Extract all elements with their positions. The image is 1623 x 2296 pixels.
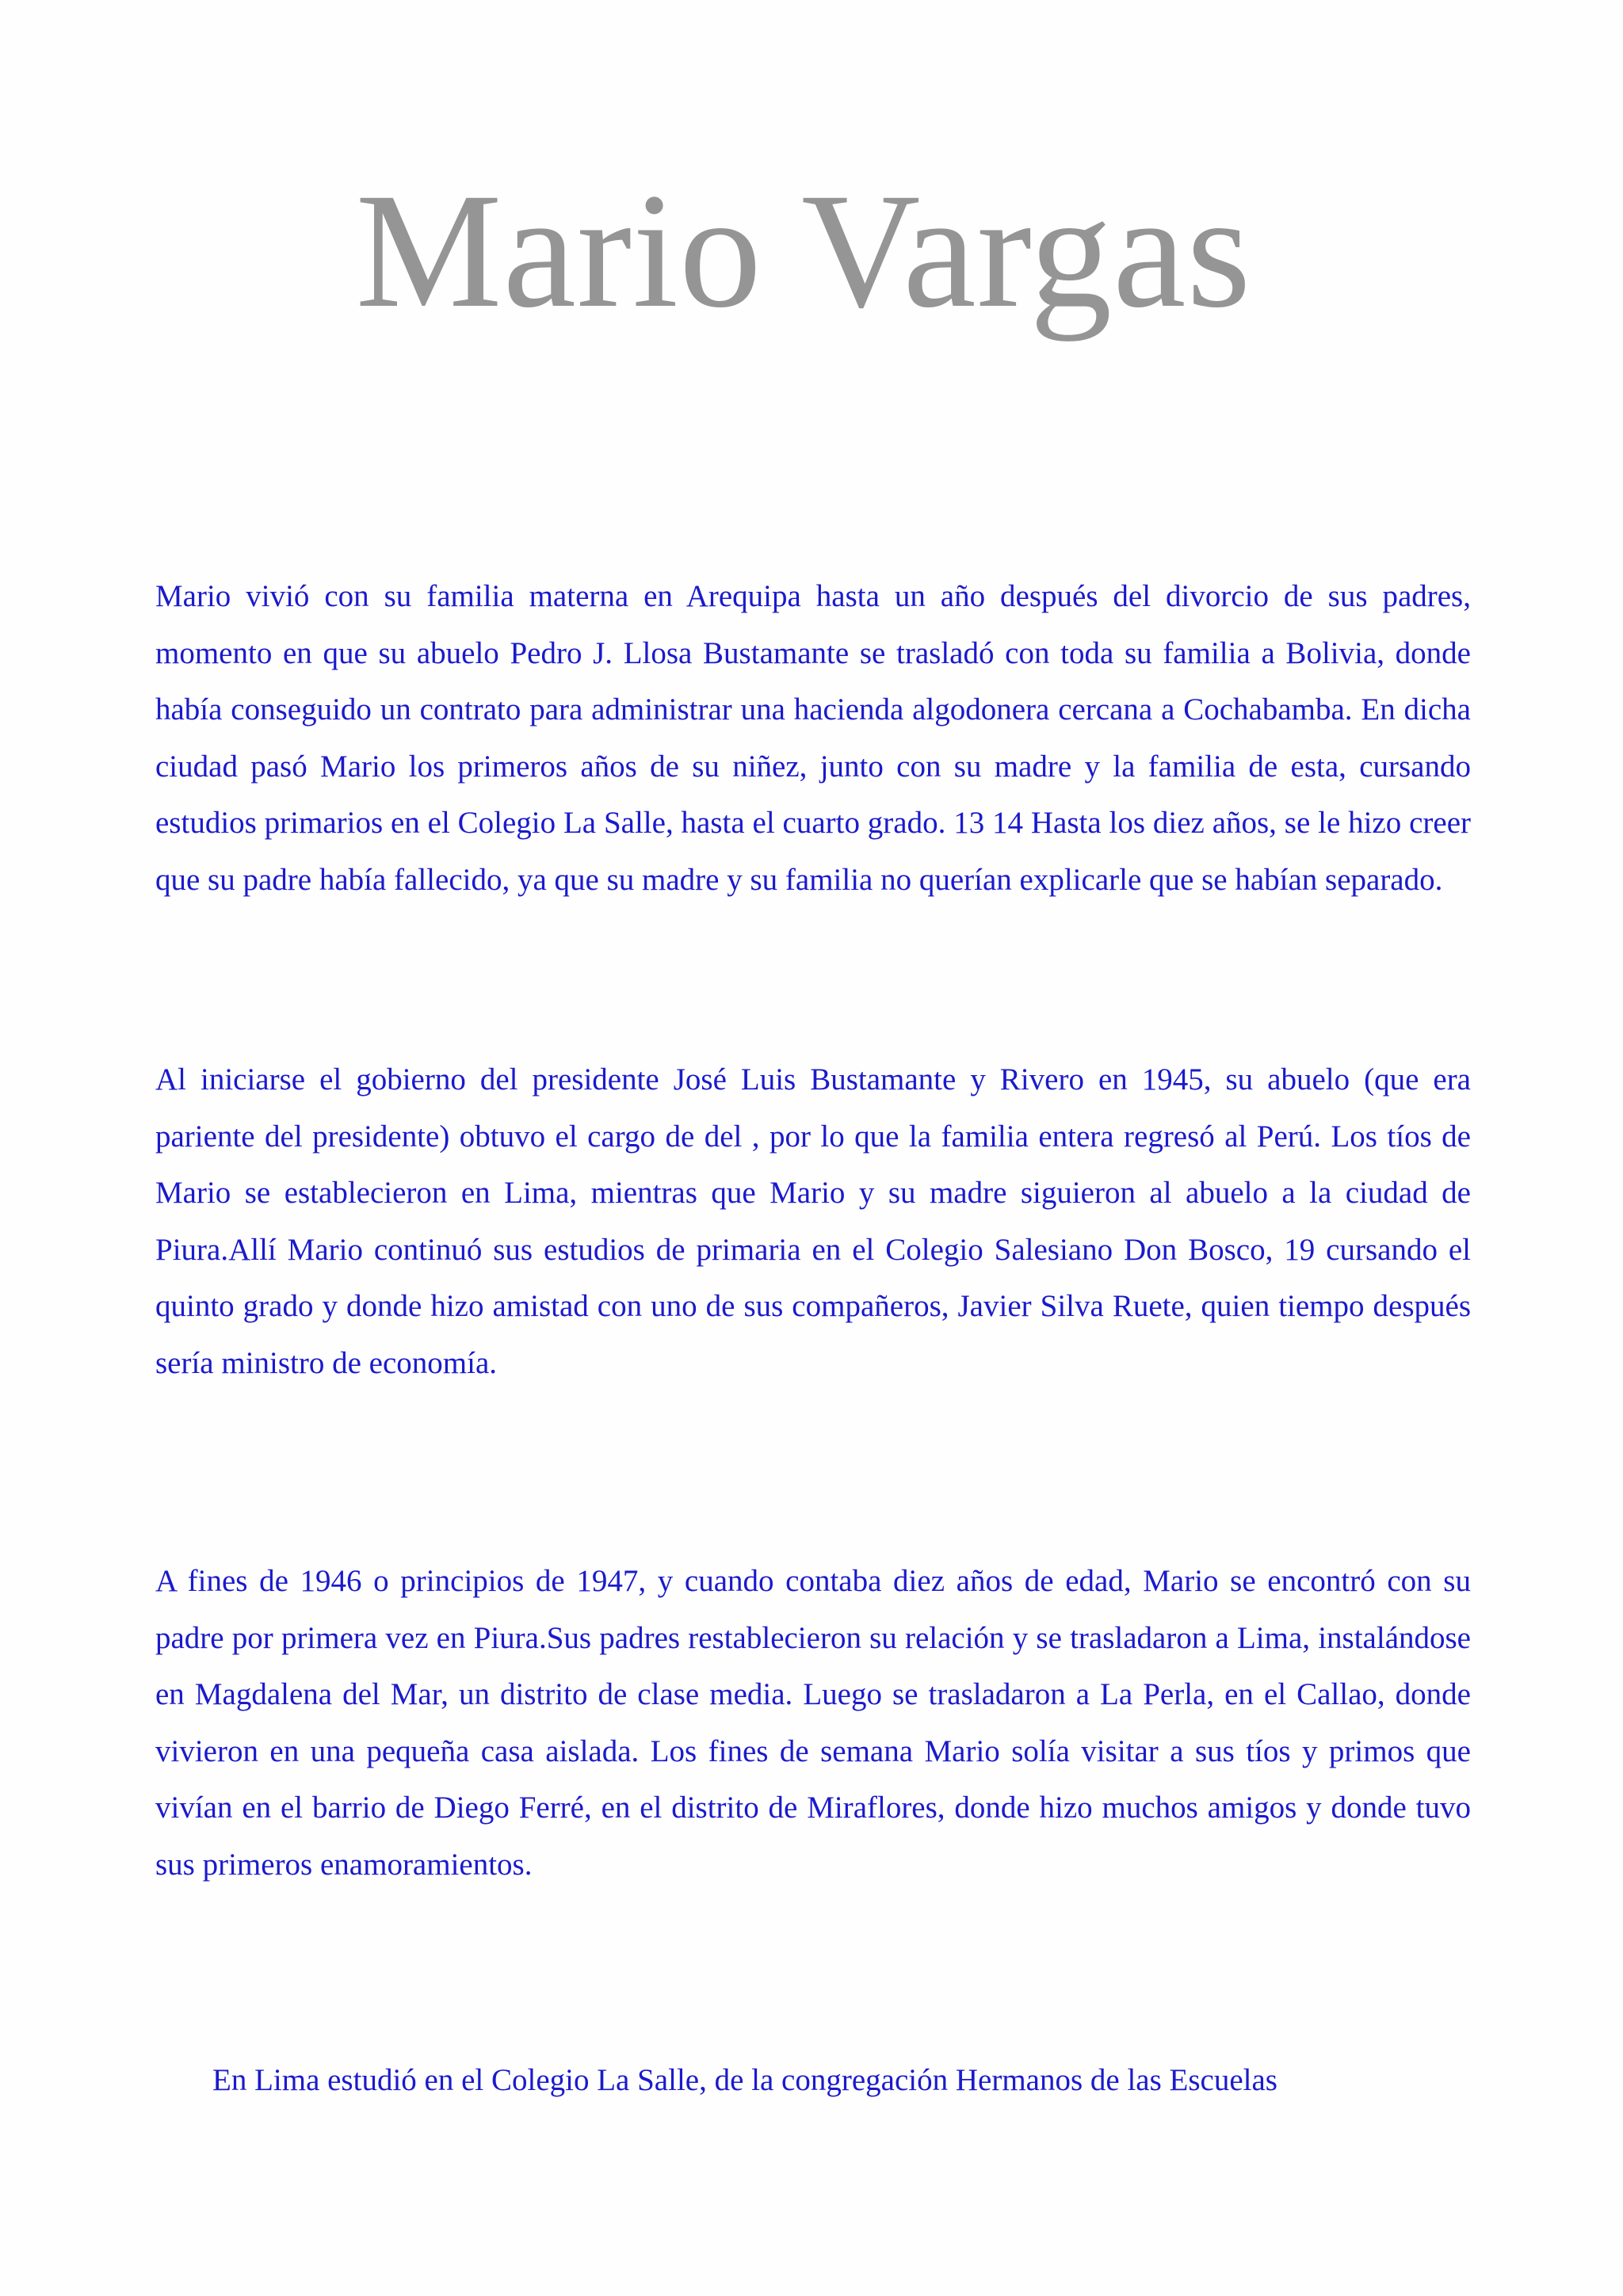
paragraph-arequipa-bolivia: Mario vivió con su familia materna en Arequipa hasta un año después del divorcio de sus padres, momento en que su abuelo Pedro J. Llosa Bustamante se trasladó con toda su familia a Bolivia, donde había conseguido un contrato para administrar una hacienda algodonera cercana a Cochabamba. En dicha ciudad pasó Mario los primeros años de su niñez, junto con su madre y la familia de esta, cursando estudios primarios en el Colegio La Salle, hasta el cuarto grado. 13 14 Hasta los diez años, se le hizo creer que su padre había fallecido, ya que su madre y su familia no querían explicarle que se habían separado. [155, 579, 1471, 897]
paragraph-lima-callao: A fines de 1946 o principios de 1947, y cuando contaba diez años de edad, Mario se encontró con su padre por primera vez en Piura.Sus padres restablecieron su relación y se trasladaron a Lima, instalándose en Magdalena del Mar, un distrito de clase media. Luego se trasladaron a La Perla, en el Callao, donde vivieron en una pequeña casa aislada. Los fines de semana Mario solía visitar a sus tíos y primos que vivían en el barrio de Diego Ferré, en el distrito de Miraflores, donde hizo muchos amigos y donde tuvo sus primeros enamoramientos. [155, 1564, 1471, 1882]
paragraph-colegio-la-salle: En Lima estudió en el Colegio La Salle, de la congregación Hermanos de las Escuelas [212, 2063, 1277, 2097]
document-title: Mario Vargas [355, 159, 1252, 341]
paragraph-piura: Al iniciarse el gobierno del presidente José Luis Bustamante y Rivero en 1945, su abuelo (que era pariente del presidente) obtuvo el cargo de del , por lo que la familia entera regresó al Perú. Los tíos de Mario se establecieron en Lima, mientras que Mario y su madre siguieron al abuelo a la ciudad de Piura.Allí Mario continuó sus estudios de primaria en el Colegio Salesiano Don Bosco, 19 cursando el quinto grado y donde hizo amistad con uno de sus compañeros, Javier Silva Ruete, quien tiempo después sería ministro de economía. [155, 1062, 1471, 1380]
